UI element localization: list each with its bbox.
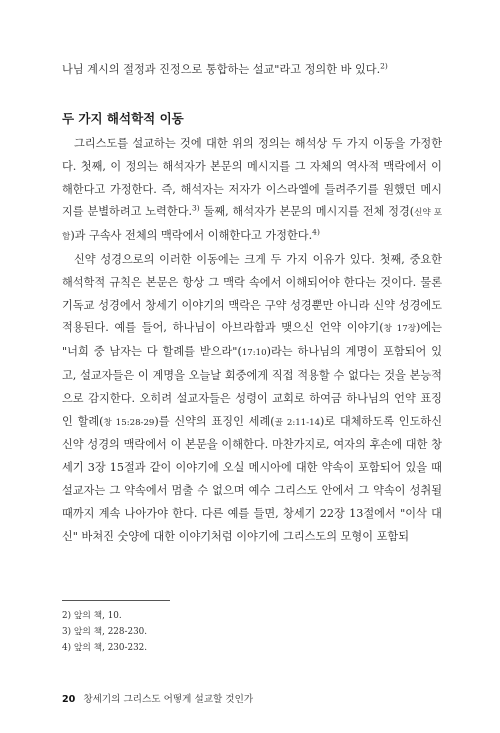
footnote-2: 2) 앞의 책, 10. <box>62 611 122 621</box>
page-number: 20 <box>62 694 76 705</box>
footnote-3: 3) 앞의 책, 228-230. <box>62 627 148 637</box>
canon-note: 신약 포함 <box>62 208 442 243</box>
ref-17-10: 17:10 <box>241 348 267 359</box>
para1-text-1: 그리스도를 설교하는 것에 대한 위의 정의는 해석상 두 가지 이동을 가정한다. 첫째, 이 정의는 해석자가 본문의 메시지를 그 자체의 역사적 맥락에서 이해한다고 가정한다. 즉, 해석자는 저자가 이스라엘에 들려주기를 원했던 메시지를 분별하려고 노력한다. <box>62 137 442 219</box>
footnote-ref-4: 4) <box>312 227 320 237</box>
intro-line <box>62 60 442 79</box>
footnote-4: 4) 앞의 책, 230-232. <box>62 643 148 653</box>
intro-text: 나님 계시의 절정과 진정으로 통합하는 설교"라고 정의한 바 있다. <box>62 63 381 76</box>
ref-gen-17: 창 17장 <box>383 324 416 335</box>
footnote-ref-3: 3) <box>192 203 200 213</box>
ref-gen-15: 창 15:28-29 <box>103 417 155 428</box>
ref-col-2: 골 2:11-14 <box>274 417 321 428</box>
footnotes <box>62 608 147 656</box>
footnote-divider <box>62 600 170 601</box>
page-footer <box>62 691 253 705</box>
para1-text-3: )과 구속사 전체의 맥락에서 이해한다고 가정한다. <box>70 229 313 243</box>
paragraph-2 <box>62 249 442 548</box>
footnote-ref-2: 2) <box>380 61 388 71</box>
para2-text-1: 신약 성경으로의 이러한 이동에는 크게 두 가지 이유가 있다. 첫째, 중요한 해석학적 규칙은 본문은 항상 그 맥락 속에서 이해되어야 한다는 것이다. 물론 기독교 성경에서 창세기 이야기의 맥락은 구약 성경뿐만 아니라 신약 성경에도 적용된다. 예를 들어, 하나님이 아브라함과 맺으신 언약 이야기( <box>62 252 442 335</box>
running-title: 창세기의 그리스도 어떻게 설교할 것인가 <box>83 694 254 705</box>
para2-text-2: )에는 "너희 중 남자는 다 할례를 받으라"( <box>62 321 442 359</box>
para2-text-5: )로 대체하도록 인도하신 신약 성경의 맥락에서 이 본문을 이해한다. 마찬가지로, 여자의 후손에 대한 창세기 3장 15절과 같이 이야기에 오실 메시아에 대한 약속이 포함되어 있을 때 설교자는 그 약속에서 멈출 수 없으며 예수 그리스도 안에서 그 약속이 성취될 때까지 계속 나아가야 한다. 다른 예를 들면, 창세기 22장 13절에서 "이삭 대신" 바쳐진 숫양에 대한 이야기처럼 이야기에 그리스도의 모형이 포함되 <box>62 414 442 543</box>
section-heading: 두 가지 해석학적 이동 <box>62 111 184 126</box>
para1-text-2: 둘째, 해석자가 본문의 메시지를 전체 정경( <box>199 205 415 219</box>
paragraph-1 <box>62 133 442 249</box>
para2-text-4: )를 신약의 표징인 세례( <box>154 414 275 428</box>
body-text <box>62 133 442 548</box>
para2-text-3: )라는 하나님의 계명이 포함되어 있고, 설교자들은 이 계명을 오늘날 회중에게 직접 적용할 수 없다는 것을 본능적으로 감지한다. 오히려 설교자들은 성령이 교회로 하여금 하나님의 언약 표징인 할례( <box>62 345 443 428</box>
